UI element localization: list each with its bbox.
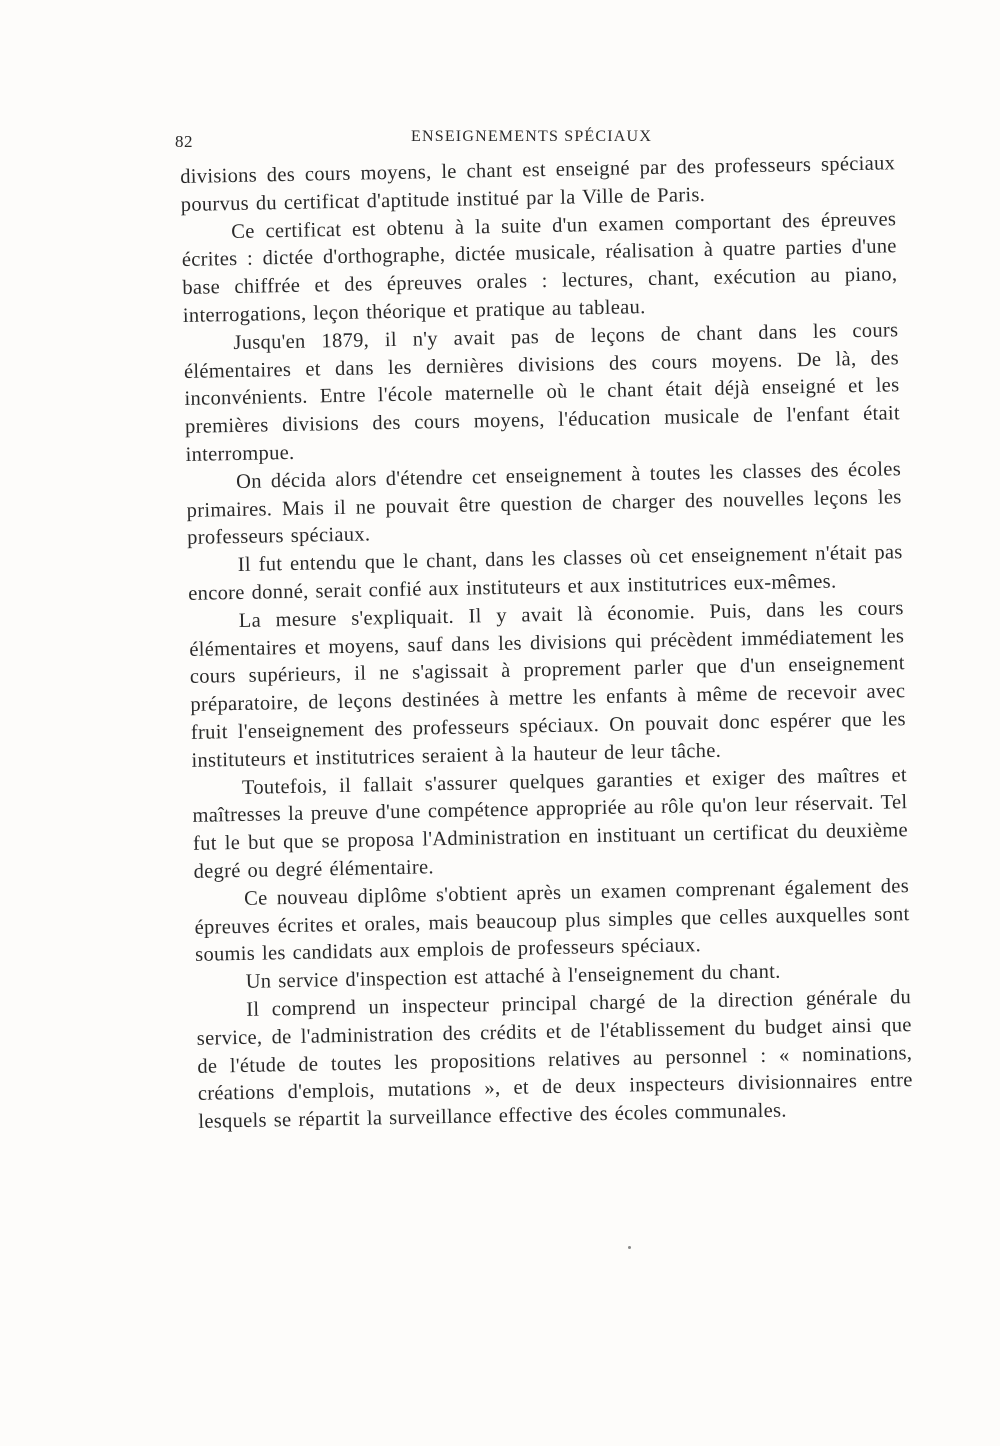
running-title: ENSEIGNEMENTS SPÉCIAUX [411, 128, 653, 145]
paragraph: On décida alors d'étendre cet enseignement à toutes les classes des écoles primaires. Mais il ne pouvait être question de charger des nouvelles leçons les professeurs spéciaux. [186, 457, 902, 550]
paragraph: Ce certificat est obtenu à la suite d'un examen comportant des épreuves écrites : dictée d'orthographe, dictée musicale, réalisation à quatre parties d'une base chiffrée et des épreuves orales : lectures, chant, exécution au piano, interrogations, leçon théorique et pratique au tableau. [181, 207, 898, 327]
paragraph: Ce nouveau diplôme s'obtient après un examen comprenant également des épreuves écrites et orales, mais beaucoup plus simples que celles auxquelles sont soumis les candidats aux emplois de professeurs spéciaux. [194, 874, 910, 967]
paragraph: Jusqu'en 1879, il n'y avait pas de leçons de chant dans les cours élémentaires et dans les dernières divisions des cours moyens. De là, des inconvénients. Entre l'école maternelle où le chant était déjà enseigné et les premières divisions des cours moyens, l'éducation musicale de l'enfant était interrompue. [183, 319, 901, 466]
paragraph: Il fut entendu que le chant, dans les classes où cet enseignement n'était pas encore donné, serait confié aux instituteurs et aux institutrices eux-mêmes. [188, 541, 903, 605]
body-text [180, 150, 914, 1136]
page-header [175, 128, 895, 152]
page-number: 82 [175, 132, 193, 151]
ink-speck [628, 1246, 631, 1249]
paragraph: divisions des cours moyens, le chant est enseigné par des professeurs spéciaux pourvus du certificat d'aptitude institué par la Ville de Paris. [180, 152, 896, 216]
paragraph: La mesure s'expliquait. Il y avait là économie. Puis, dans les cours élémentaires et moyens, sauf dans les divisions qui précèdent immédiatement les cours supérieurs, il ne s'agissait à proprement parler que d'un enseignement préparatoire, de leçons destinées à mettre les enfants à même de recevoir avec fruit l'enseignement des professeurs spéciaux. On pouvait donc espérer que les instituteurs et institutrices seraient à la hauteur de leur tâche. [189, 596, 907, 772]
paragraph: Un service d'inspection est attaché à l'enseignement du chant. [245, 960, 781, 993]
paragraph: Toutefois, il fallait s'assurer quelques garanties et exiger des maîtres et maîtresses la preuve d'une compétence appropriée au rôle qu'on leur réservait. Tel fut le but que se proposa l'Administration en instituant un certificat du deuxième degré ou degré élémentaire. [192, 763, 909, 883]
paragraph: Il comprend un inspecteur principal chargé de la direction générale du service, de l'administration des crédits et de l'établissement du budget ainsi que de l'étude de toutes les propositions relatives au personnel : « nominations, créations d'emplois, mutations », et de deux inspecteurs divisionnaires entre lesquels se répartit la surveillance effective des écoles communales. [196, 986, 913, 1133]
